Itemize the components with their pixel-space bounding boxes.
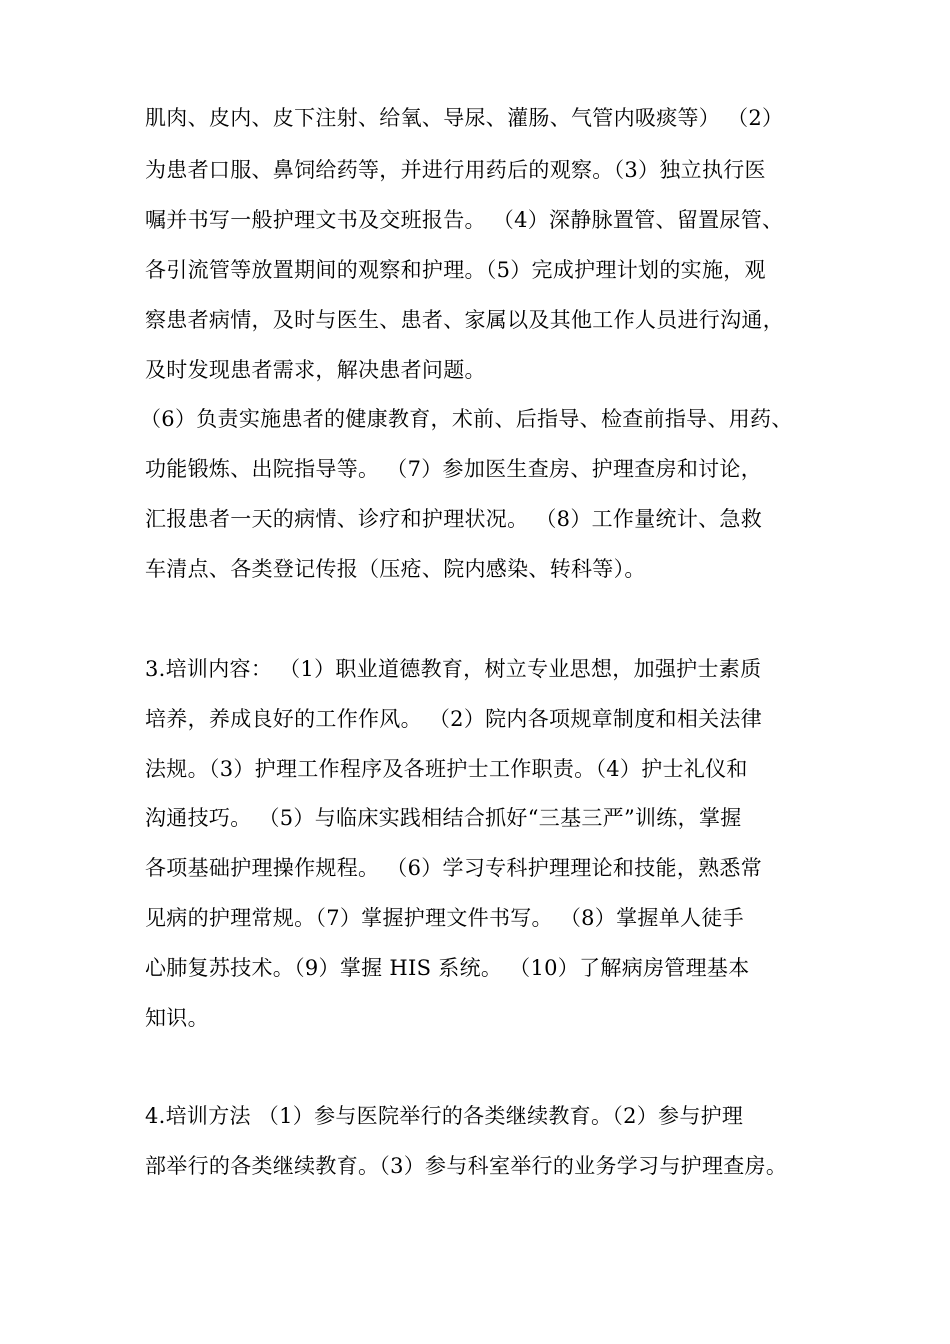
text-line: 各引流管等放置期间的观察和护理。（5）完成护理计划的实施，观 — [145, 258, 766, 282]
text-line: 嘱并书写一般护理文书及交班报告。 （4）深静脉置管、留置尿管、 — [145, 208, 784, 232]
text-line: 各项基础护理操作规程。 （6）学习专科护理理论和技能，熟悉常 — [145, 856, 763, 880]
text-line: 为患者口服、鼻饲给药等，并进行用药后的观察。（3）独立执行医 — [145, 158, 766, 182]
section-heading-training-method: 4.培训方法 （1）参与医院举行的各类继续教育。（2）参与护理 — [145, 1104, 744, 1128]
text-line: 功能锻炼、出院指导等。 （7）参加医生查房、护理查房和讨论， — [145, 457, 763, 481]
text-line: 部举行的各类继续教育。（3）参与科室举行的业务学习与护理查房。 — [145, 1154, 788, 1178]
text-line: 培养，养成良好的工作作风。 （2）院内各项规章制度和相关法律 — [145, 707, 763, 731]
text-line: 心肺复苏技术。（9）掌握 HIS 系统。 （10）了解病房管理基本 — [145, 956, 750, 980]
text-line: 沟通技巧。 （5）与临床实践相结合抓好“三基三严”训练，掌握 — [145, 806, 742, 830]
text-line: 及时发现患者需求，解决患者问题。 — [145, 358, 486, 382]
section-heading-training-content: 3.培训内容： （1）职业道德教育，树立专业思想，加强护士素质 — [145, 657, 762, 681]
text-line: 汇报患者一天的病情、诊疗和护理状况。 （8）工作量统计、急救 — [145, 507, 763, 531]
text-line: 见病的护理常规。（7）掌握护理文件书写。 （8）掌握单人徒手 — [145, 906, 744, 930]
text-line: 车清点、各类登记传报（压疮、院内感染、转科等）。 — [145, 557, 646, 581]
text-line: 法规。（3）护理工作程序及各班护士工作职责。（4）护士礼仪和 — [145, 757, 748, 781]
text-line: 察患者病情，及时与医生、患者、家属以及其他工作人员进行沟通， — [145, 308, 784, 332]
text-line: （6）负责实施患者的健康教育，术前、后指导、检查前指导、用药、 — [140, 407, 793, 431]
text-line: 肌肉、皮内、皮下注射、给氧、导尿、灌肠、气管内吸痰等） （2） — [145, 106, 784, 130]
text-line: 知识。 — [145, 1006, 209, 1030]
